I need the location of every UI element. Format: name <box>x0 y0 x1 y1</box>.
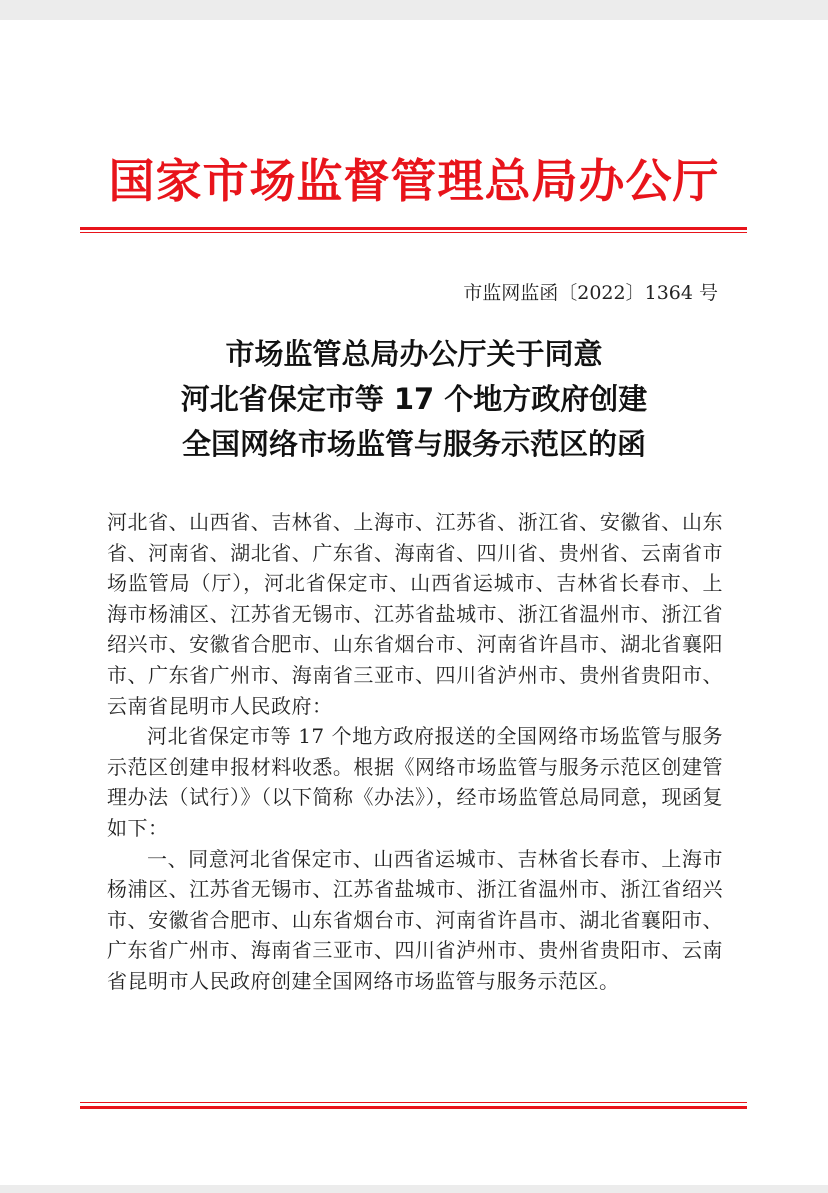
document-body <box>107 507 723 997</box>
footer-red-rule-thick <box>80 1106 747 1109</box>
body-paragraph: 河北省保定市等 17 个地方政府报送的全国网络市场监管与服务示范区创建申报材料收悉。根据《网络市场监管与服务示范区创建管理办法（试行）》（以下简称《办法》），经市场监管总局同意，现函复如下： <box>107 724 723 840</box>
document-title-line: 全国网络市场监管与服务示范区的函 <box>181 427 646 461</box>
document-title-line: 市场监管总局办公厅关于同意 <box>225 337 603 371</box>
header-red-rule-thick <box>80 227 747 230</box>
document-title-line: 河北省保定市等 17 个地方政府创建 <box>180 382 648 416</box>
footer-red-rule-thin <box>80 1102 747 1103</box>
addressee-paragraph: 河北省、山西省、吉林省、上海市、江苏省、浙江省、安徽省、山东省、河南省、湖北省、广东省、海南省、四川省、贵州省、云南省市场监管局（厅），河北省保定市、山西省运城市、吉林省长春市、上海市杨浦区、江苏省无锡市、江苏省盐城市、浙江省温州市、浙江省绍兴市、安徽省合肥市、山东省烟台市、河南省许昌市、湖北省襄阳市、广东省广州市、海南省三亚市、四川省泸州市、贵州省贵阳市、云南省昆明市人民政府： <box>107 510 723 718</box>
document-title <box>0 332 828 467</box>
header-red-rule-thin <box>80 232 747 233</box>
body-paragraph: 一、同意河北省保定市、山西省运城市、吉林省长春市、上海市杨浦区、江苏省无锡市、江苏省盐城市、浙江省温州市、浙江省绍兴市、安徽省合肥市、山东省烟台市、河南省许昌市、湖北省襄阳市、广东省广州市、海南省三亚市、四川省泸州市、贵州省贵阳市、云南省昆明市人民政府创建全国网络市场监管与服务示范区。 <box>107 846 723 993</box>
issuer-header-title: 国家市场监督管理总局办公厅 <box>108 154 720 208</box>
document-page <box>0 20 828 1185</box>
document-number: 市监网监函〔2022〕1364 号 <box>463 282 718 304</box>
